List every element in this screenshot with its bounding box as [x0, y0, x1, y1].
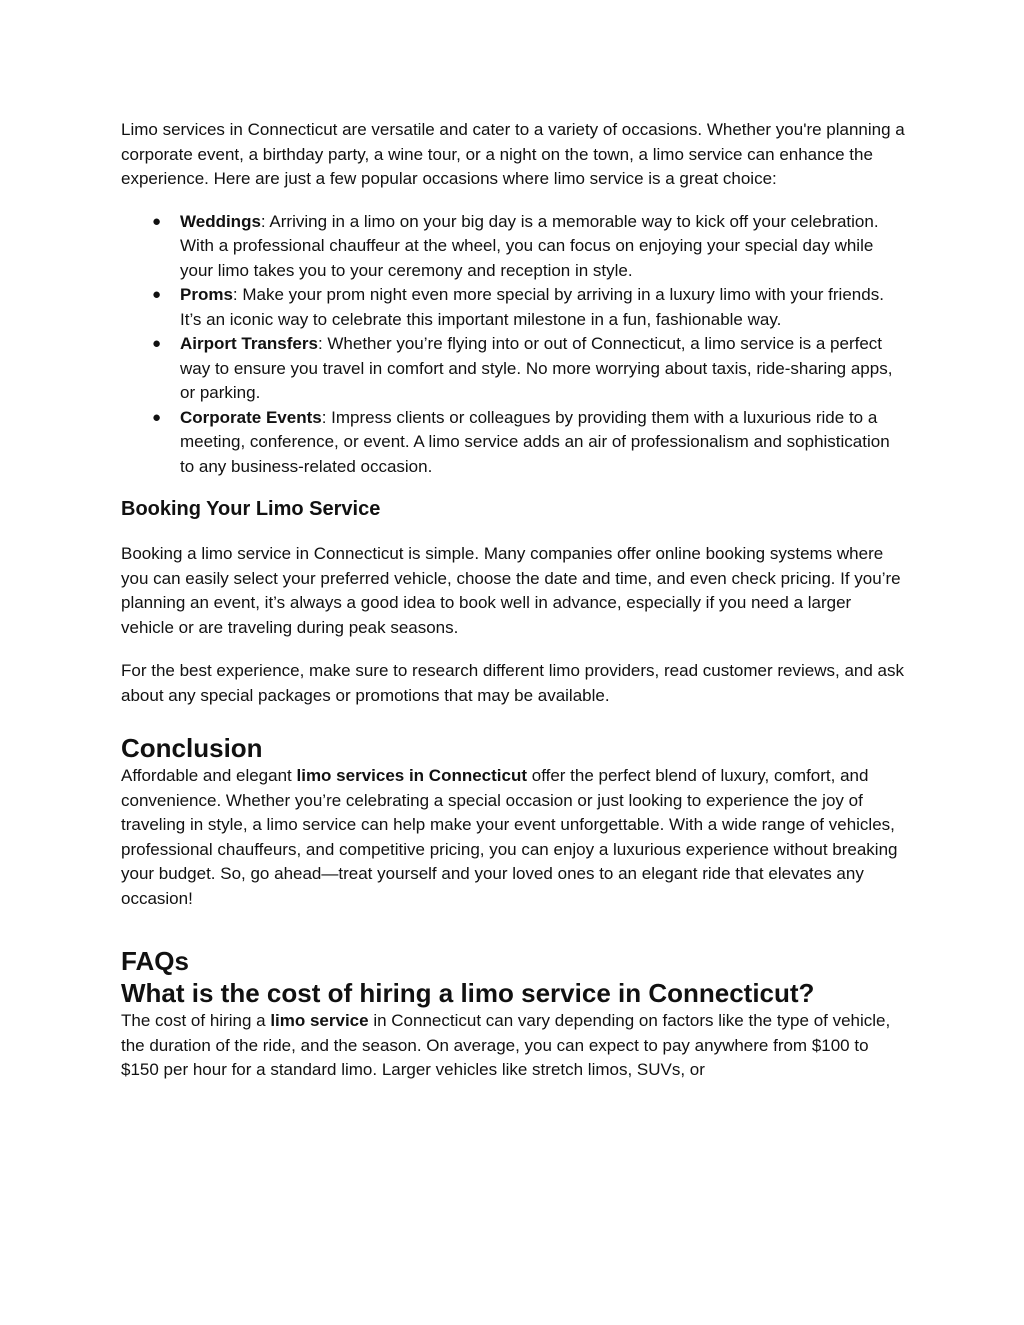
faqs-heading: FAQs — [121, 946, 189, 976]
conclusion-keyword: limo services in Connecticut — [296, 766, 528, 785]
list-item — [121, 406, 907, 480]
conclusion-paragraph — [121, 764, 907, 911]
list-item — [121, 283, 907, 332]
list-item-text: : Whether you’re flying into or out of Connecticut, a limo service is a perfect way to ensure you travel in comfort and style. No more worrying about taxis, ride-sharing apps, or parking. — [180, 334, 893, 402]
faq-question: What is the cost of hiring a limo service in Connecticut? — [121, 978, 815, 1008]
list-item-term: Weddings — [180, 211, 261, 231]
list-item — [121, 332, 907, 406]
faq-answer-end: in Connecticut can vary depending on factors like the type of vehicle, the duration of the ride, and the season. On average, you can expect to pay anywhere from $100 to $150 per hour for a standard limo. Larger vehicles like stretch limos, SUVs, or — [121, 1011, 891, 1079]
occasions-list — [121, 210, 907, 480]
conclusion-heading: Conclusion — [121, 733, 263, 763]
document-page — [121, 118, 907, 1083]
list-item-text: : Arriving in a limo on your big day is a memorable way to kick off your celebration. With a professional chauffeur at the wheel, you can focus on enjoying your special day while your limo takes you to your ceremony and reception in style. — [180, 211, 879, 280]
booking-tips-paragraph: For the best experience, make sure to research different limo providers, read customer reviews, and ask about any special packages or promotions that may be available. — [121, 661, 904, 705]
list-item-term: Proms — [180, 285, 233, 304]
list-item-text: : Make your prom night even more special by arriving in a luxury limo with your friends. It’s an iconic way to celebrate this important milestone in a fun, fashionable way. — [180, 285, 884, 329]
list-item-text: : Impress clients or colleagues by providing them with a luxurious ride to a meeting, conference, or event. A limo service adds an air of professionalism and sophistication to any business-related occasion. — [180, 407, 890, 476]
bullet-icon: ● — [152, 212, 162, 230]
intro-paragraph: Limo services in Connecticut are versatile and cater to a variety of occasions. Whether you're planning a corporate event, a birthday party, a wine tour, or a night on the town, a limo service can enhance the experience. Here are just a few popular occasions where limo service is a great choice: — [121, 120, 905, 188]
faq-answer-start: The cost of hiring a — [121, 1011, 271, 1030]
list-item-term: Airport Transfers — [180, 334, 318, 353]
conclusion-text-end: offer the perfect blend of luxury, comfort, and convenience. Whether you’re celebrating a special occasion or just looking to experience the joy of traveling in style, a limo service can help make your event unforgettable. With a wide range of vehicles, professional chauffeurs, and competitive pricing, you can enjoy a luxurious experience without breaking your budget. So, go ahead—treat yourself and your loved ones to an elegant ride that elevates any occasion! — [121, 766, 898, 908]
bullet-icon: ● — [152, 286, 162, 303]
booking-paragraph: Booking a limo service in Connecticut is simple. Many companies offer online booking systems where you can easily select your preferred vehicle, choose the date and time, and even check pricing. If you’re planning an event, it’s always a good idea to book well in advance, especially if you need a larger vehicle or are traveling during peak seasons. — [121, 544, 901, 637]
list-item-term: Corporate Events — [180, 407, 322, 427]
bullet-icon: ● — [152, 335, 162, 352]
list-item — [121, 210, 907, 284]
bullet-icon: ● — [152, 408, 162, 426]
conclusion-text-start: Affordable and elegant — [121, 766, 297, 785]
faq-answer — [121, 1009, 907, 1083]
faq-answer-keyword: limo service — [270, 1011, 369, 1030]
booking-heading: Booking Your Limo Service — [121, 498, 381, 520]
